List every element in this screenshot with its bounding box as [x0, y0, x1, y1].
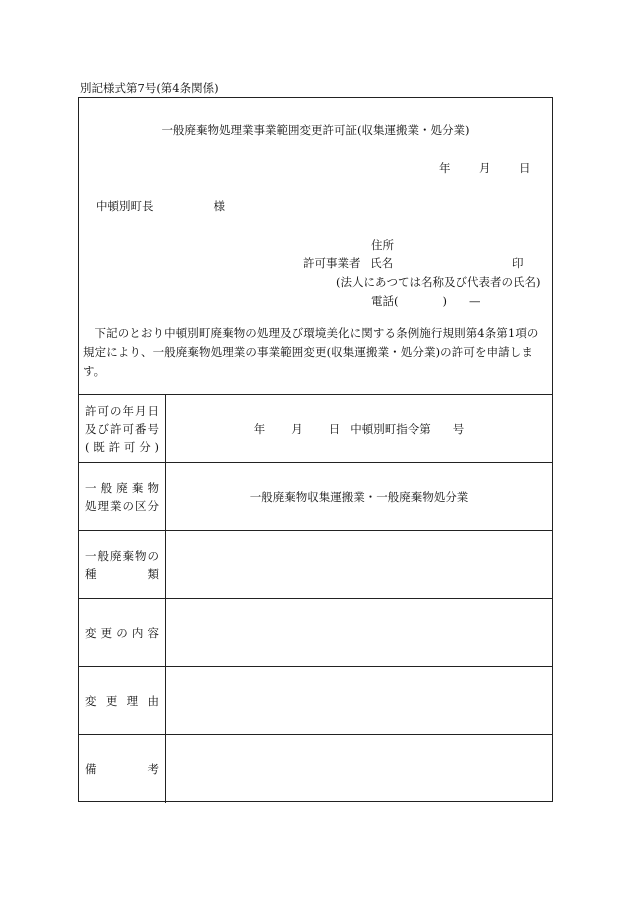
change-reason-value[interactable] — [166, 667, 552, 734]
applicant-name-row — [303, 255, 524, 271]
phone-close-paren: ) — [442, 294, 447, 308]
form-number-label: 別記様式第7号(第4条関係) — [80, 81, 219, 95]
label-line: 処 理 業 の 区 分 — [85, 498, 159, 513]
table-row-remarks — [79, 735, 552, 803]
applicant-phone — [371, 293, 481, 309]
change-content-value[interactable] — [166, 599, 552, 666]
date-month-label: 月 — [479, 161, 491, 175]
label-line: 一 般 廃 棄 物 の — [85, 548, 159, 563]
table-row-waste-type — [79, 531, 552, 599]
application-date — [439, 160, 531, 176]
business-category-value: 一般廃棄物収集運搬業・一般廃棄物処分業 — [249, 489, 469, 504]
table-row-change-content — [79, 599, 552, 667]
seal-mark-label: 印 — [512, 256, 524, 270]
label-line: 及 び 許 可 番 号 — [85, 421, 159, 436]
remarks-value[interactable] — [166, 735, 552, 803]
label-line: ( 既 許 可 分 ) — [85, 439, 159, 454]
permit-month-label: 月 — [291, 421, 303, 436]
corporate-note: (法人にあつては名称及び代表者の氏名) — [336, 275, 541, 289]
application-body-text: 下記のとおり中頓別町廃棄物の処理及び環境美化に関する条例施行規則第4条第1項の規定により、一般廃棄物処理業の事業範囲変更(収集運搬業・処分業)の許可を申請します。 — [83, 326, 539, 378]
label-line: 変 更 の 内 容 — [85, 625, 159, 640]
applicant-role-label: 許可事業者 — [303, 256, 361, 270]
addressee-name: 中頓別町長 — [96, 199, 154, 213]
date-day-label: 日 — [519, 161, 531, 175]
phone-label: 電話( — [371, 294, 399, 308]
table-row-permit-date — [79, 395, 552, 463]
label-line: 一 般 廃 棄 物 — [85, 480, 159, 495]
row-label — [79, 395, 166, 462]
applicant-address-label: 住所 — [371, 238, 394, 252]
phone-dash: — — [469, 294, 481, 308]
label-line: 変 更 理 由 — [85, 693, 159, 708]
row-label — [79, 735, 166, 803]
addressee-honorific: 様 — [213, 199, 225, 213]
permit-date-value — [166, 395, 552, 462]
row-label — [79, 463, 166, 530]
waste-type-value[interactable] — [166, 531, 552, 598]
table-row-change-reason — [79, 667, 552, 735]
date-year-label: 年 — [439, 161, 451, 175]
row-label — [79, 531, 166, 598]
row-label — [79, 599, 166, 666]
permit-number-label: 号 — [452, 421, 465, 436]
label-line: 種 類 — [85, 566, 159, 581]
permit-day-label: 日 — [328, 421, 341, 436]
addressee — [96, 198, 225, 214]
table-row-business-category — [79, 463, 552, 531]
permit-designation-label: 中頓別町指令第 — [350, 421, 431, 436]
label-line: 備 考 — [85, 762, 159, 776]
label-line: 許 可 の 年 月 日 — [85, 403, 159, 418]
permit-year-label: 年 — [253, 421, 266, 436]
applicant-name-label: 氏名 — [370, 256, 394, 270]
form-title: 一般廃棄物処理業事業範囲変更許可証(収集運搬業・処分業) — [161, 123, 470, 137]
application-form-frame — [78, 97, 553, 802]
row-label — [79, 667, 166, 734]
details-table — [79, 394, 552, 801]
